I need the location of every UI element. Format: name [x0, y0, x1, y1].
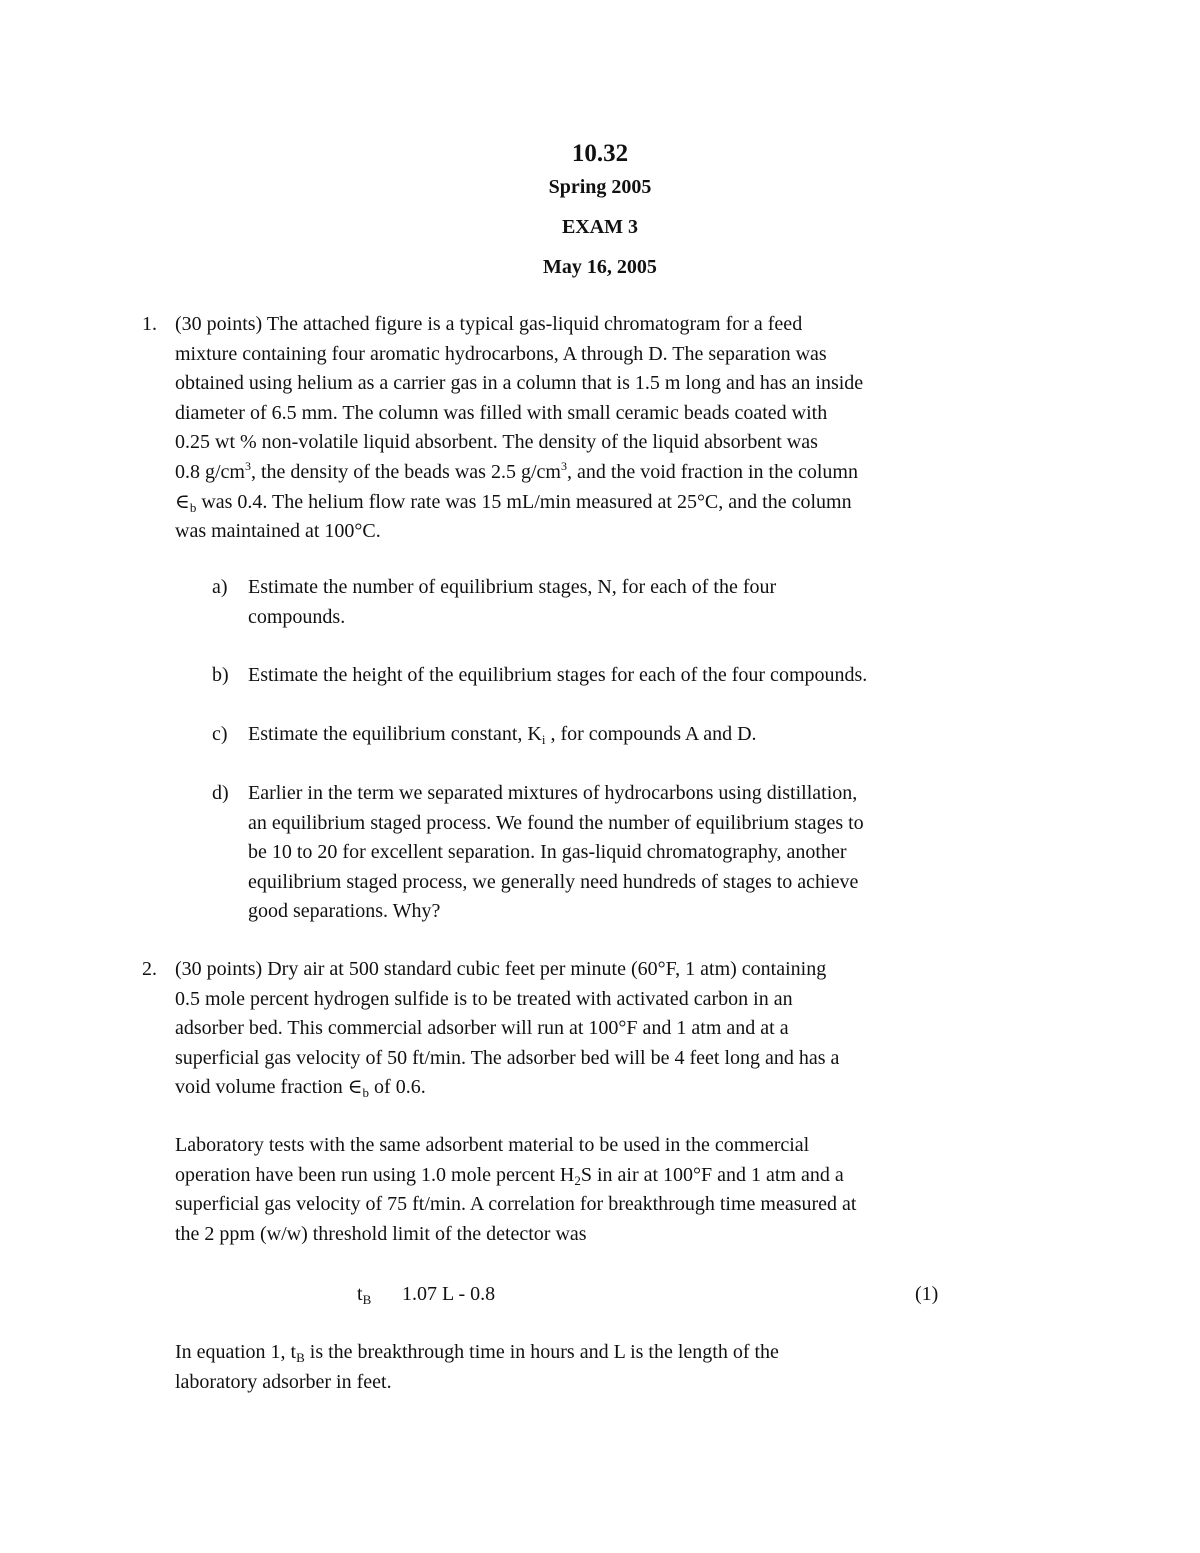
q1-line: mixture containing four aromatic hydrocarbons, A through D. The separation was	[175, 342, 827, 365]
part-d-text: Earlier in the term we separated mixtures of hydrocarbons using distillation, an equilibrium staged process. We found the number of equilibrium stages to be 10 to 20 for excellent separation. In gas-liquid chromatography, another equilibrium staged process, we generally need hundreds of stages to achieve good separations. Why?	[248, 782, 864, 923]
equation-lhs: $t_B$	[357, 1283, 372, 1307]
q2-equation-explanation: In equation 1, $t_B$ is the breakthrough time in hours and L is the length of the laboratory adsorber in feet.	[175, 1341, 779, 1393]
part-c-label: c)	[212, 723, 228, 745]
q1-text	[175, 310, 1015, 547]
part-d-label: d)	[212, 782, 229, 804]
exam-title: EXAM 3	[561, 216, 639, 238]
q2-text: (30 points) Dry air at 500 standard cubic feet per minute (60°F, 1 atm) containing 0.5 mole percent hydrogen sulfide is to be treated with activated carbon in an adsorber bed. This commercial adsorber will run at 100°F and 1 atm and at a superficial gas velocity of 50 ft/min. The adsorber bed will be 4 feet long and has a void volume fraction $\in_b$ of 0.6.	[175, 958, 840, 1101]
part-b-label: b)	[212, 664, 229, 686]
equation-number: (1)	[915, 1283, 939, 1305]
part-c-text: Estimate the equilibrium constant, $K_i$ , for compounds A and D.	[248, 723, 757, 747]
term: Spring 2005	[548, 176, 652, 198]
q1-line: 0.25 wt % non-volatile liquid absorbent. The density of the liquid absorbent was	[175, 431, 818, 454]
q1-line-densities: 0.8 $g/cm^3$, the density of the beads was 2.5 $g/cm^3$, and the void fraction in the column	[175, 458, 858, 483]
exam-date: May 16, 2005	[543, 256, 657, 278]
q1-line: (30 points) The attached figure is a typical gas-liquid chromatogram for a feed	[175, 313, 803, 335]
q2-lab-paragraph: Laboratory tests with the same adsorbent material to be used in the commercial operation have been run using 1.0 mole percent $H_2S$ in air at 100°F and 1 atm and a superficial gas velocity of 75 ft/min. A correlation for breakthrough time measured at the 2 ppm (w/w) threshold limit of the detector was	[175, 1134, 857, 1245]
course-number: 10.32	[571, 140, 629, 167]
q1-line: obtained using helium as a carrier gas in a column that is 1.5 m long and has an inside	[175, 372, 864, 395]
q1-line: diameter of 6.5 mm. The column was filled with small ceramic beads coated with	[175, 401, 828, 424]
q1-line: was maintained at 100°C.	[175, 520, 381, 543]
part-a-text: Estimate the number of equilibrium stages, N, for each of the four compounds.	[248, 576, 777, 628]
q2-number: 2.	[142, 958, 157, 980]
q1-line-void: $\in_b$ was 0.4. The helium flow rate was 15 mL/min measured at 25°C, and the column	[175, 490, 852, 515]
part-b-text: Estimate the height of the equilibrium stages for each of the four compounds.	[248, 664, 868, 686]
part-a-label: a)	[212, 576, 228, 598]
q1-number: 1.	[142, 313, 157, 335]
equation-rhs: 1.07 L - 0.8	[402, 1283, 496, 1305]
